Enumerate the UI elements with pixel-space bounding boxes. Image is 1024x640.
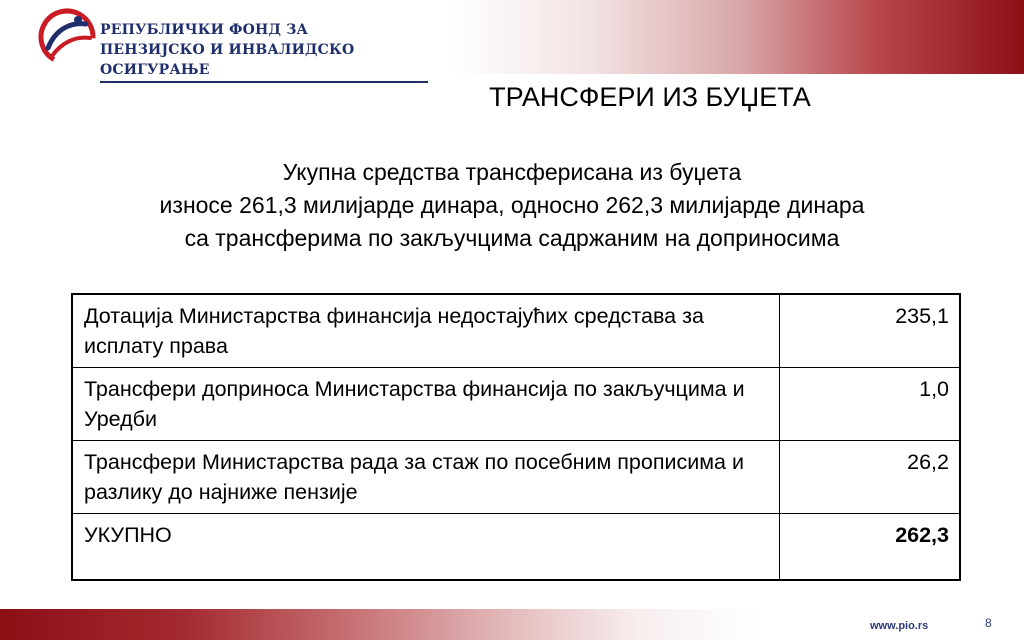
subtitle [64,156,960,255]
row-label: Трансфери доприноса Министарства финансија по закључцима и Уредби [72,368,779,441]
table-row [72,294,960,368]
subtitle-line3: са трансферима по закључцима садржаним на доприносима [184,225,840,251]
org-name-line1: РЕПУБЛИЧКИ ФОНД ЗА [100,22,309,38]
transfers-table [71,293,961,581]
table-row [72,441,960,514]
organization-name [100,20,428,83]
page-number: 8 [985,616,992,630]
table-row [72,368,960,441]
total-value: 262,3 [779,514,960,580]
row-value: 1,0 [779,368,960,441]
row-label: Дотација Министарства финансија недостајућих средстава за исплату права [72,294,779,368]
table-row-total [72,514,960,580]
row-value: 235,1 [779,294,960,368]
total-label: УКУПНО [72,514,779,580]
org-name-line2: ПЕНЗИЈСКО И ИНВАЛИДСКО ОСИГУРАЊЕ [100,40,428,83]
row-label: Трансфери Министарства рада за стаж по посебним прописима и разлику до најниже пензије [72,441,779,514]
pio-fund-logo-icon [38,8,96,66]
row-value: 26,2 [779,441,960,514]
subtitle-line1: Укупна средства трансферисана из буџета [282,159,742,185]
footer-url-link[interactable]: www.pio.rs [870,620,929,632]
page-title: ТРАНСФЕРИ ИЗ БУЏЕТА [489,82,811,112]
subtitle-line2: износе 261,3 милијарде динара, односно 262,3 милијарде динара [159,192,865,218]
